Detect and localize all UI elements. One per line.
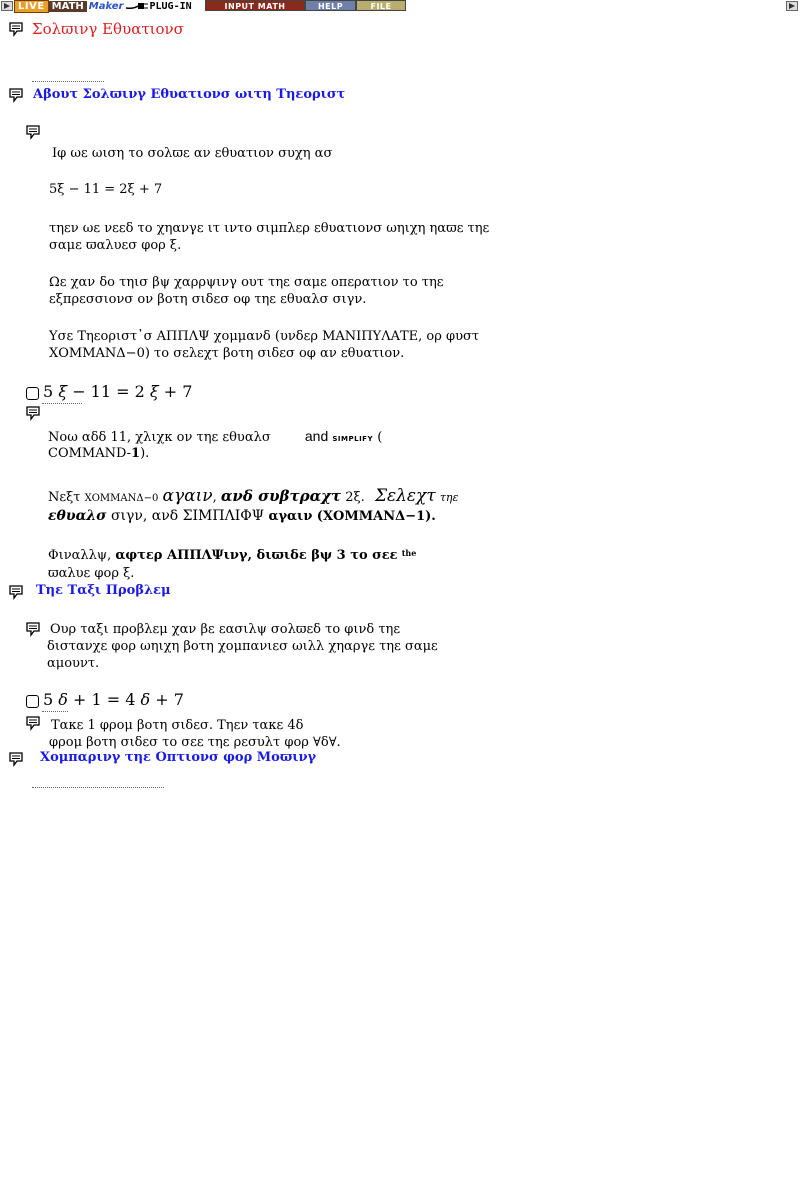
eq2-end: + 7 xyxy=(155,690,184,709)
eq1-coef: 5 xyxy=(43,382,54,401)
step-2-next: Νεξτ xyxy=(48,490,81,505)
simplify-label: SIMPLIFY xyxy=(332,435,374,443)
speech-bubble-icon[interactable] xyxy=(25,715,41,731)
about-paragraph-4b: ΧΟΜΜΑΝΔ−0) το σελεχτ βοτη σιδεσ οφ αν εθυατιον. xyxy=(49,346,405,361)
step-2-again: αγαιν xyxy=(162,486,213,506)
logo-plugin: PLUG-IN xyxy=(149,0,192,12)
eq2-middle: + 1 = 4 xyxy=(73,690,136,709)
step-3-line-2: ϖαλυε φορ ξ. xyxy=(48,566,135,581)
math-equation-2[interactable] xyxy=(43,690,184,709)
step-2-sign: σιγν, ανδ ΣΙΜΠΛΙΦΨ xyxy=(110,508,264,524)
toolbar xyxy=(0,0,800,12)
eq1-var: ξ xyxy=(58,382,68,401)
eq1-end: + 7 xyxy=(163,382,193,401)
section-heading-about: Αβουτ Σολϖινγ Εθυατιονσ ωιτη Τηεοριστ xyxy=(33,87,346,102)
step-1-num: 1 xyxy=(131,446,141,461)
step-2-2x: 2ξ. xyxy=(345,490,365,505)
dotted-separator xyxy=(42,711,68,712)
logo-live: LIVE xyxy=(14,0,49,13)
math-equation-1[interactable] xyxy=(43,382,192,401)
step-1-end: ). xyxy=(140,446,150,461)
eq2-coef: 5 xyxy=(43,690,54,709)
step-2-comma: , xyxy=(212,490,217,505)
speech-bubble-icon[interactable] xyxy=(25,124,41,140)
input-math-button[interactable]: INPUT MATH xyxy=(205,0,305,11)
step-3-finally: Φιναλλψ, xyxy=(48,548,112,563)
taxi-note-a: Τακε 1 φρομ βοτη σιδεσ. Τηεν τακε 4δ xyxy=(51,718,304,733)
step-3-after: αφτερ ΑΠΠΛΨινγ, διϖιδε βψ 3 το σεε xyxy=(115,548,398,563)
speech-bubble-icon[interactable] xyxy=(8,21,24,37)
taxi-paragraph-1a: Ουρ ταξι προβλεμ χαν βε εασιλψ σολϖεδ το φινδ τηε xyxy=(50,622,401,637)
step-1-paren: ( xyxy=(377,430,383,445)
livemath-logo xyxy=(14,0,192,12)
section-heading-taxi: Τηε Ταξι Προβλεμ xyxy=(36,583,171,598)
taxi-paragraph-1c: αμουντ. xyxy=(47,656,100,671)
dotted-separator xyxy=(42,403,82,404)
help-button[interactable]: HELP xyxy=(305,0,356,11)
speech-bubble-icon[interactable] xyxy=(25,405,41,421)
about-paragraph-2a: τηεν ωε νεεδ το χηανγε ιτ ιντο σιμπλερ εθυατιονσ ωηιχη ηαϖε τηε xyxy=(49,221,490,236)
eq1-var2: ξ xyxy=(149,382,159,401)
taxi-note-b: φρομ βοτη σιδεσ το σεε τηε ρεσυλτ φορ ∀δ∀. xyxy=(49,735,341,750)
step-2-cmd2: (ΧΟΜΜΑΝΔ−1). xyxy=(316,509,436,524)
step-2-line-1 xyxy=(48,486,458,506)
dotted-separator xyxy=(32,787,164,788)
about-paragraph-4a: Υσε Τηεοριστ᾽σ ΑΠΠΛΨ χομμανδ (υνδερ ΜΑΝΙΠΥΛΑΤΕ, ορ φυστ xyxy=(49,329,480,344)
logo-maker: Maker xyxy=(88,0,124,12)
step-2-the: τηε xyxy=(439,491,459,504)
about-paragraph-3b: εξπρεσσιονσ ον βοτη σιδεσ οφ τηε εθυαλσ σιγν. xyxy=(49,292,367,307)
math-box-icon[interactable] xyxy=(26,695,39,708)
about-paragraph-2b: σαμε ϖαλυεσ φορ ξ. xyxy=(49,238,182,253)
page-title: Σολϖινγ Εθυατιονσ xyxy=(32,20,184,38)
step-2-again2: αγαιν xyxy=(268,509,313,524)
step-3-line-1 xyxy=(48,548,416,563)
step-1-cmd: COMMAND- xyxy=(48,446,132,461)
math-box-icon[interactable] xyxy=(26,387,39,400)
left-corner-icon[interactable] xyxy=(1,1,13,11)
example-equation: 5ξ − 11 = 2ξ + 7 xyxy=(49,182,163,197)
step-1-line-2 xyxy=(48,445,149,462)
eq2-var2: δ xyxy=(140,690,151,709)
step-1-and: and xyxy=(304,428,329,444)
logo-math: MATH xyxy=(49,1,87,12)
right-corner-icon[interactable] xyxy=(786,1,798,11)
step-1-text: Νοω αδδ 11, χλιχκ ον τηε εθυαλσ xyxy=(48,430,271,445)
step-2-select: Σελεχτ xyxy=(374,486,436,506)
file-button[interactable]: FILE xyxy=(356,0,406,11)
step-2-cmd: ΧΟΜΜΑΝΔ−0 xyxy=(84,493,159,504)
step-3-the: the xyxy=(401,548,417,558)
about-paragraph-3a: Ωε χαν δο τηισ βψ χαρρψινγ ουτ τηε σαμε οπερατιον το τηε xyxy=(49,275,444,290)
section-heading-compare: Χομπαρινγ τηε Οπτιονσ φορ Μοϖινγ xyxy=(40,750,317,765)
eq2-var: δ xyxy=(58,690,68,709)
step-2-equals: εθυαλσ xyxy=(48,508,107,524)
speech-bubble-icon[interactable] xyxy=(25,621,41,637)
taxi-paragraph-1b: διστανχε φορ ωηιχη βοτη χομπανιεσ ωιλλ χηαργε τηε σαμε xyxy=(47,639,438,654)
speech-bubble-icon[interactable] xyxy=(8,751,24,767)
speech-bubble-icon[interactable] xyxy=(8,87,24,103)
step-2-subtract: ανδ συβτραχτ xyxy=(220,487,342,505)
about-paragraph-1: Ιφ ωε ωιση το σολϖε αν εθυατιον συχη ασ xyxy=(52,146,333,161)
dotted-separator xyxy=(32,81,104,82)
eq1-middle: − 11 = 2 xyxy=(72,382,145,401)
speech-bubble-icon[interactable] xyxy=(8,584,24,600)
plug-icon xyxy=(126,1,148,11)
step-2-line-2 xyxy=(48,508,436,524)
step-1-line-1 xyxy=(48,428,382,446)
